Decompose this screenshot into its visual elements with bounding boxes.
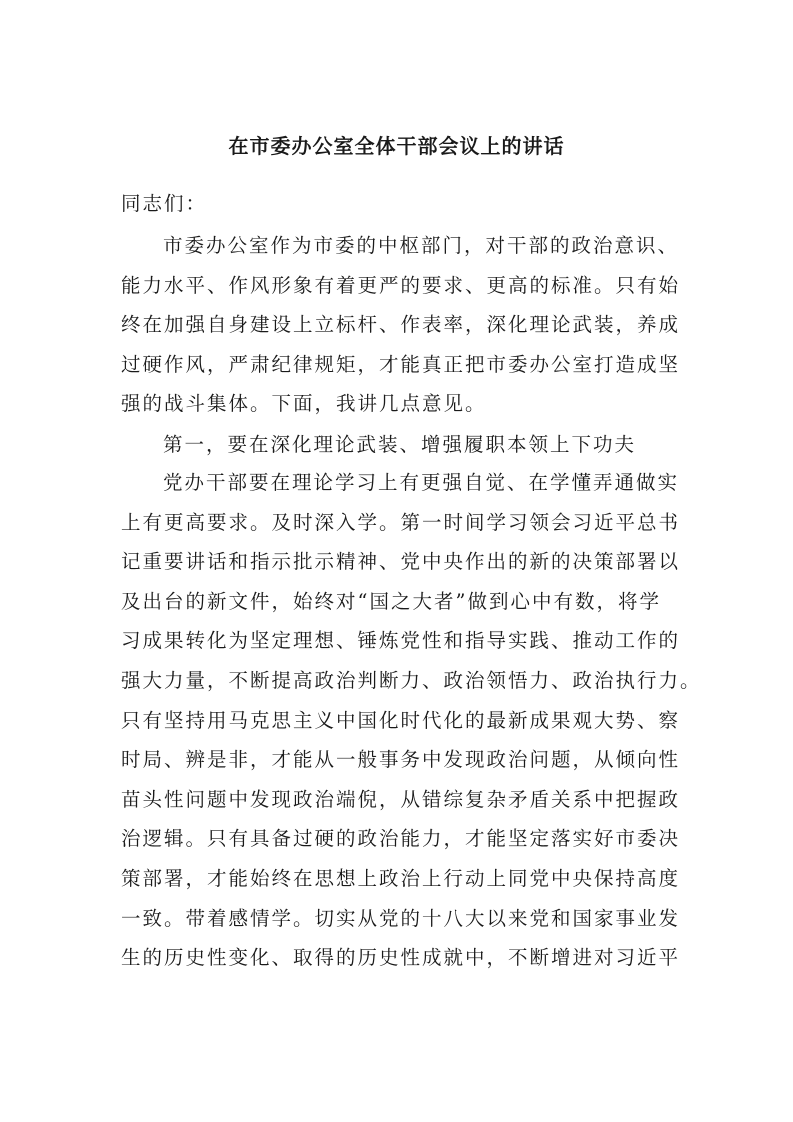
paragraph-line: 苗头性问题中发现政治端倪，从错综复杂矛盾关系中把握政	[121, 787, 681, 811]
paragraph-body	[121, 463, 702, 978]
paragraph-line: 市委办公室作为市委的中枢部门，对干部的政治意识、	[163, 234, 680, 257]
paragraph-line: 强的战斗集体。下面，我讲几点意见。	[121, 392, 487, 416]
salutation: 同志们：	[121, 192, 208, 215]
paragraph-intro	[121, 226, 681, 424]
paragraph-line: 党办干部要在理论学习上有更强自觉、在学懂弄通做实	[163, 471, 680, 494]
section-heading-text: 第一，要在深化理论武装、增强履职本领上下功夫	[163, 433, 637, 456]
document-title: 在市委办公室全体干部会议上的讲话	[228, 134, 565, 158]
paragraph-line: 终在加强自身建设上立标杆、作表率，深化理论武装，养成	[121, 313, 681, 337]
paragraph-line: 时局、辨是非，才能从一般事务中发现政治问题，从倾向性	[121, 748, 681, 772]
paragraph-line: 记重要讲话和指示批示精神、党中央作出的新的决策部署以	[121, 550, 681, 574]
paragraph-line: 过硬作风，严肃纪律规矩，才能真正把市委办公室打造成坚	[121, 352, 681, 376]
paragraph-line: 上有更高要求。及时深入学。第一时间学习领会习近平总书	[121, 510, 681, 534]
paragraph-line: 能力水平、作风形象有着更严的要求、更高的标准。只有始	[121, 273, 681, 297]
paragraph-line: 只有坚持用马克思主义中国化时代化的最新成果观大势、察	[121, 708, 681, 732]
section-heading	[121, 425, 677, 465]
paragraph-line: 习成果转化为坚定理想、锤炼党性和指导实践、推动工作的	[121, 629, 681, 653]
paragraph-line: 强大力量，不断提高政治判断力、政治领悟力、政治执行力。	[121, 668, 702, 692]
paragraph-line: 策部署，才能始终在思想上政治上行动上同党中央保持高度	[121, 866, 681, 890]
paragraph-line: 治逻辑。只有具备过硬的政治能力，才能坚定落实好市委决	[121, 827, 681, 851]
paragraph-line: 及出台的新文件，始终对“国之大者”做到心中有数，将学	[121, 589, 661, 613]
paragraph-line: 一致。带着感情学。切实从党的十八大以来党和国家事业发	[121, 906, 681, 930]
paragraph-line: 生的历史性变化、取得的历史性成就中，不断增进对习近平	[121, 946, 681, 970]
